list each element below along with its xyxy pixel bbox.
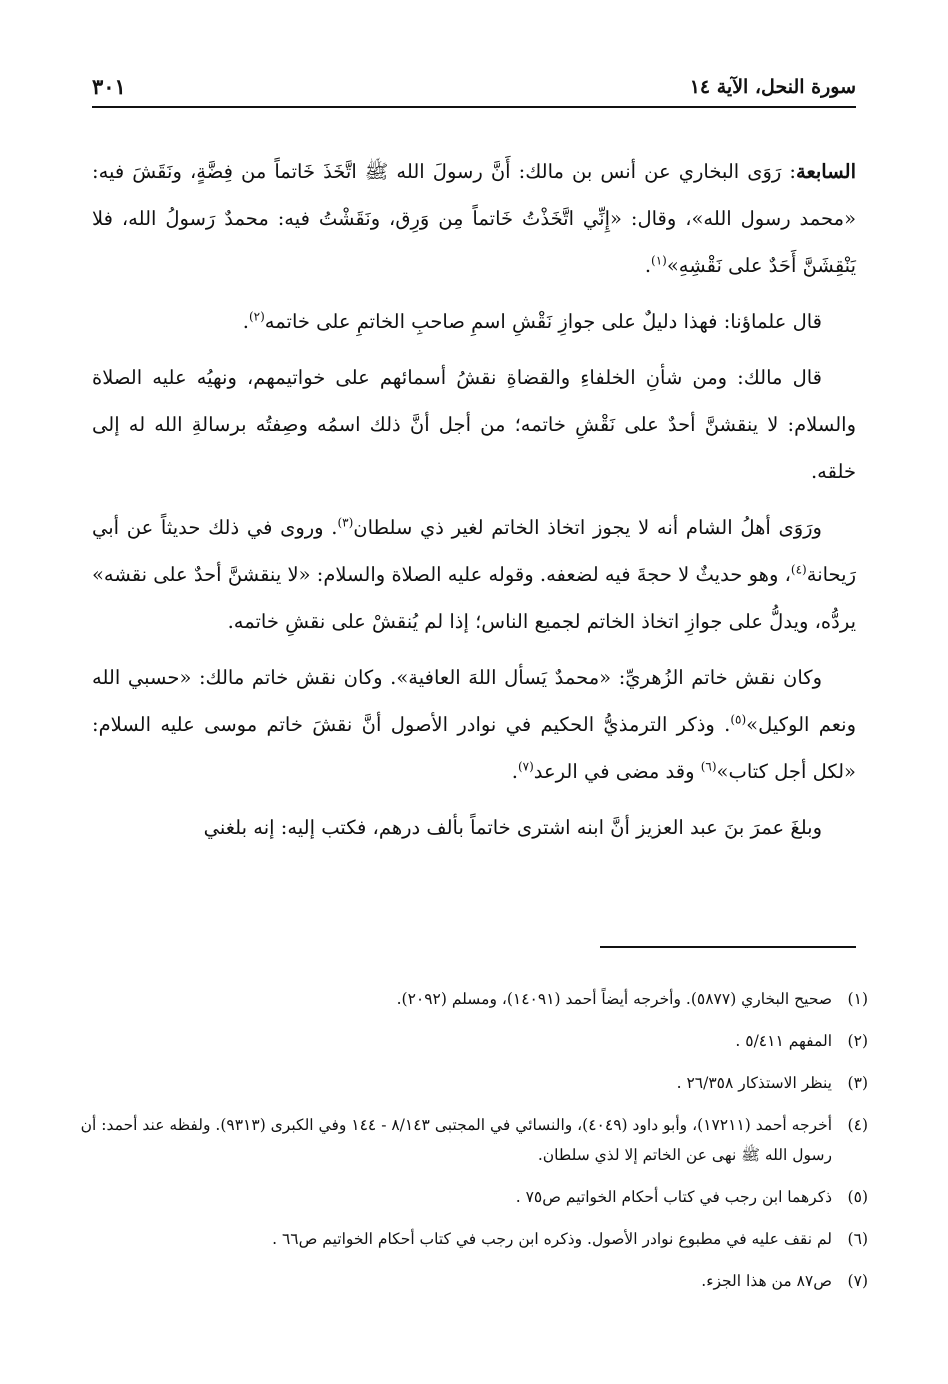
footnote-text: أخرجه أحمد (١٧٢١١)، وأبو داود (٤٠٤٩)، والنسائي في المجتبى ٨/١٤٣ - ١٤٤ وفي الكبرى (٩٣١٣). ولفظه عند أحمد: أن رسول الله ﷺ نهى عن الخاتم إلا لذي سلطان.: [80, 1116, 832, 1164]
footnote-text: ذكرهما ابن رجب في كتاب أحكام الخواتيم ص٧٥ .: [515, 1188, 832, 1206]
footnote-number: (٧): [847, 1272, 868, 1290]
paragraph-text: : رَوَى البخاري عن أنس بن مالك: أَنَّ رسولَ الله ﷺ اتَّخَذَ خَاتماً من فِضَّةٍ، ونَقَشَ فيه: «محمد رسول الله»، وقال: «إِنِّي اتَّخَذْتُ خَاتماً مِن وَرِق، ونَقَشْتُ فيه: محمدٌ رَسولُ الله، فلا يَنْقِشَنَّ أَحَدٌ على نَقْشِهِ»: [92, 160, 856, 277]
paragraph-text: . وروى في ذلك حديثاً عن أبي رَيحانة: [92, 516, 856, 586]
paragraph-text: وبلغَ عمرَ بنَ عبد العزيز أنَّ ابنه اشترى خاتماً بألف درهم، فكتب إليه: إنه بلغني: [203, 816, 822, 839]
footnote-ref: (٣): [337, 515, 354, 530]
paragraph-text: وكان نقش خاتم الزُهريِّ: «محمدٌ يَسأل اللهَ العافية». وكان نقش خاتم مالك: «حسبي الله ونعم الوكيل»: [92, 666, 856, 736]
footnote-text: صحيح البخاري (٥٨٧٧). وأخرجه أيضاً أحمد (١٤٠٩١)، ومسلم (٢٠٩٢).: [396, 990, 832, 1008]
paragraph-tail: .: [644, 254, 652, 277]
footnote: [80, 1068, 868, 1098]
footnote-text: ص٨٧ من هذا الجزء.: [701, 1272, 832, 1290]
footnote: [80, 1224, 868, 1254]
footnote: [80, 984, 868, 1014]
footnote: [80, 1266, 868, 1296]
main-text: [92, 148, 856, 860]
paragraph: [92, 298, 856, 345]
paragraph-text: وقد مضى في الرعد: [533, 760, 701, 783]
footnote: [80, 1182, 868, 1212]
footnote-separator: [600, 946, 856, 948]
footnote-number: (٣): [847, 1074, 868, 1092]
paragraph-tail: .: [511, 760, 518, 783]
footnote: [80, 1026, 868, 1056]
paragraph: [92, 354, 856, 495]
paragraph: [92, 654, 856, 795]
footnote-ref: (٧): [517, 759, 534, 774]
paragraph-text: ورَوَى أهلُ الشام أنه لا يجوز اتخاذ الخاتم لغير ذي سلطان: [353, 516, 822, 539]
paragraph-lead: السابعة: [796, 160, 856, 183]
footnote-ref: (١): [651, 253, 667, 268]
page-header: [92, 68, 856, 102]
footnote-ref: (٥): [730, 712, 747, 727]
paragraph-text: . وذكر الترمذيُّ الحكيم في نوادر الأصول أنَّ نقشَ خاتم موسى عليه السلام: «لكل أجل كتاب»: [92, 713, 856, 783]
footnote-number: (٤): [847, 1116, 868, 1134]
footnote-ref: (٦): [700, 759, 717, 774]
header-rule: [92, 106, 856, 108]
running-title: سورة النحل، الآية ١٤: [689, 76, 856, 98]
page-number: ٣٠١: [92, 74, 126, 99]
footnote-number: (٦): [847, 1230, 868, 1248]
paragraph: [92, 804, 856, 851]
paragraph-text: ، وهو حديثٌ لا حجةَ فيه لضعفه. وقوله عليه الصلاة والسلام: «لا ينقشنَّ أحدٌ على نقشه» يردُّه، ويدلُّ على جوازِ اتخاذ الخاتم لجميع الناس؛ إذا لم يُنقشْ على نقشِ خاتمه.: [92, 563, 856, 633]
footnote-number: (١): [847, 990, 868, 1008]
paragraph: [92, 148, 856, 289]
footnotes: [80, 984, 868, 1308]
footnote-number: (٥): [847, 1188, 868, 1206]
paragraph-text: قال مالك: ومن شأنِ الخلفاءِ والقضاةِ نقشُ أسمائهم على خواتيمهم، ونهيُه عليه الصلاة والسلام: لا ينقشنَّ أحدٌ على نَقْشِ خاتمه؛ من أجل أنَّ ذلك اسمُه وصِفتُه برسالةِ الله له إلى خلقه.: [92, 366, 856, 483]
footnote-ref: (٤): [790, 562, 807, 577]
footnote-ref: (٢): [248, 309, 265, 324]
footnote-text: ينظر الاستذكار ٢٦/٣٥٨ .: [676, 1074, 832, 1092]
paragraph: [92, 504, 856, 645]
footnote: [80, 1110, 868, 1170]
paragraph-text: قال علماؤنا: فهذا دليلٌ على جوازِ نَقْشِ اسمِ صاحبِ الخاتمِ على خاتمه: [264, 310, 822, 333]
footnote-text: المفهم ٥/٤١١ .: [735, 1032, 832, 1050]
footnote-number: (٢): [847, 1032, 868, 1050]
paragraph-tail: .: [242, 310, 249, 333]
footnote-text: لم نقف عليه في مطبوع نوادر الأصول. وذكره ابن رجب في كتاب أحكام الخواتيم ص٦٦ .: [272, 1230, 832, 1248]
